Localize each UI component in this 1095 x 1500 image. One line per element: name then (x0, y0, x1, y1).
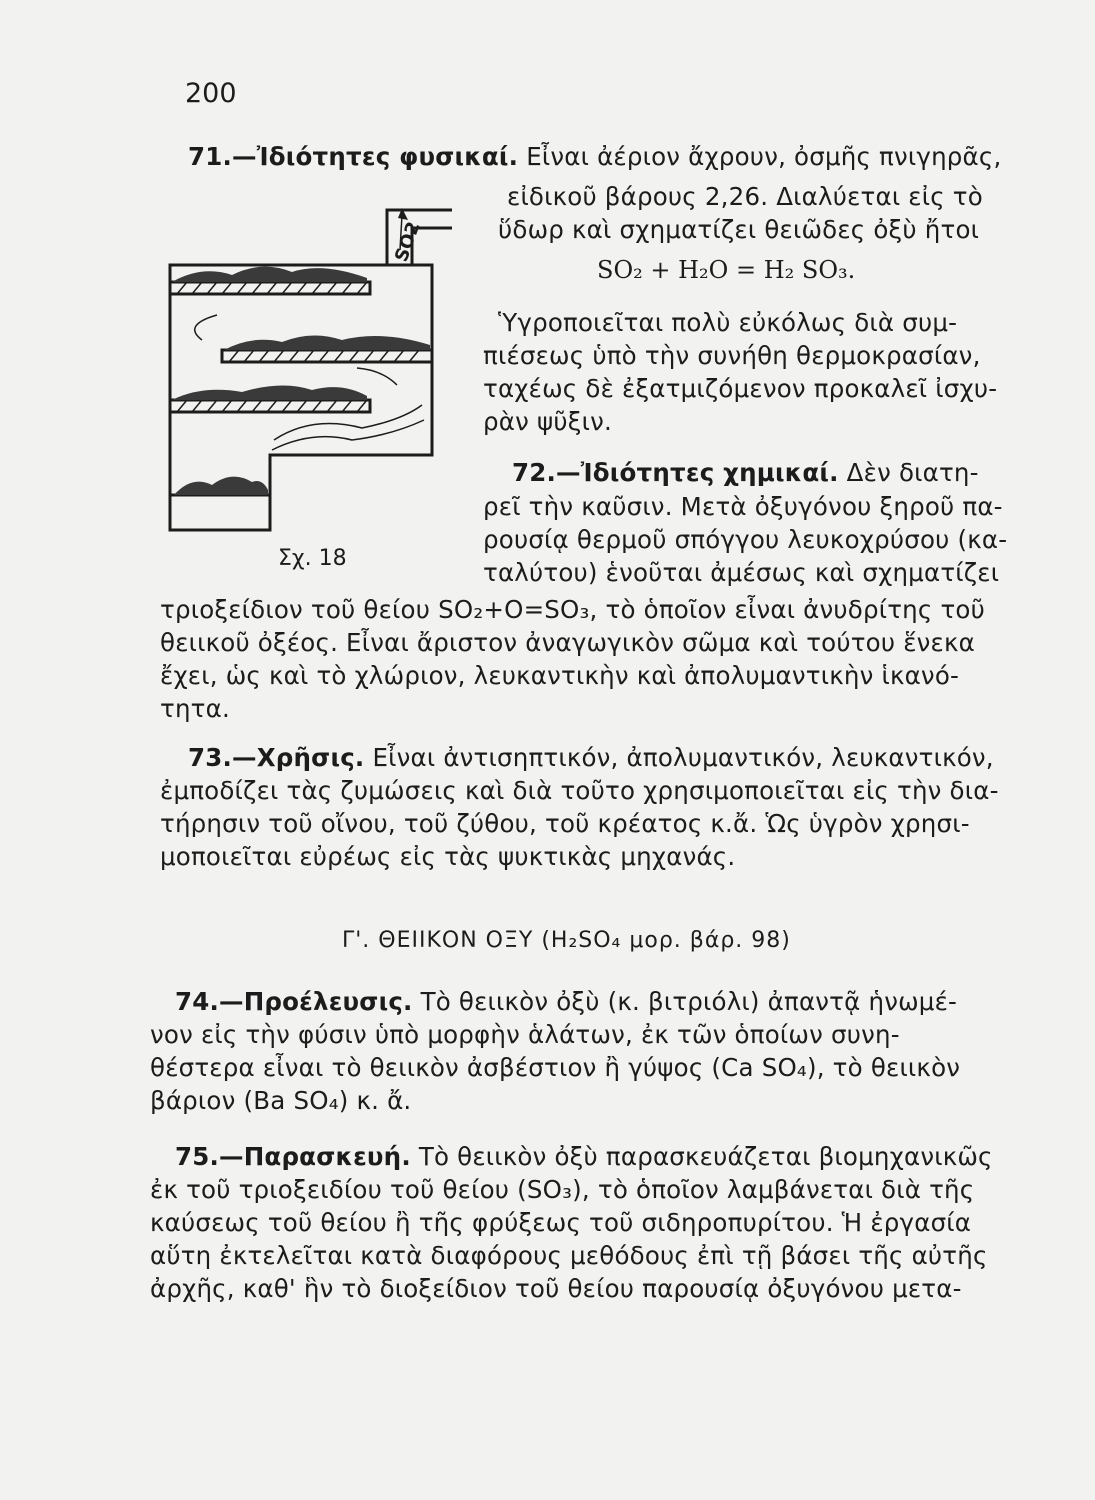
text-line: ρὰν ψῦξιν. (483, 407, 612, 436)
text-line: θειικοῦ ὀξέος. Εἶναι ἄριστον ἀναγωγικὸν σῶμα καὶ τούτου ἕνεκα (160, 628, 975, 657)
section-74-heading: 74.—Προέλευσις. (175, 987, 413, 1016)
text-line: αὕτη ἐκτελεῖται κατὰ διαφόρους μεθόδους ἐπὶ τῇ βάσει τῆς αὐτῆς (150, 1241, 988, 1270)
text-line: εἰδικοῦ βάρους 2,26. Διαλύεται εἰς τὸ (507, 182, 983, 211)
text-line: καύσεως τοῦ θείου ἢ τῆς φρύξεως τοῦ σιδηροπυρίτου. Ἡ ἐργασία (150, 1208, 972, 1237)
text-line: τήρησιν τοῦ οἴνου, τοῦ ζύθου, τοῦ κρέατος κ.ἄ. Ὡς ὑγρὸν χρησι- (160, 809, 970, 838)
text-line: βάριον (Ba SO₄) κ. ἄ. (150, 1086, 412, 1115)
text-line: ὕδωρ καὶ σχηματίζει θειῶδες ὀξὺ ἤτοι (498, 215, 980, 244)
text-line (188, 140, 1001, 174)
page-number: 200 (185, 78, 237, 109)
section-73-heading: 73.—Χρῆσις. (188, 743, 365, 772)
figure-caption: Σχ. 18 (278, 546, 347, 571)
section-71-heading: 71.—Ἰδιότητες φυσικαί. (188, 142, 519, 171)
text-line: πιέσεως ὑπὸ τὴν συνήθη θερμοκρασίαν, (483, 341, 981, 370)
text-line: Ὑγροποιεῖται πολὺ εὐκόλως διὰ συμ- (498, 308, 958, 337)
text-run: Εἶναι ἀέριον ἄχρουν, ὀσμῆς πνιγηρᾶς, (526, 142, 1002, 171)
section-heading: Γ'. ΘΕΙΙΚΟΝ ΟΞΥ (H₂SO₄ μορ. βάρ. 98) (342, 928, 791, 953)
text-run: Τὸ θειικὸν ὀξὺ (κ. βιτριόλι) ἀπαντᾷ ἡνωμέ- (420, 987, 958, 1016)
text-run: Τὸ θειικὸν ὀξὺ παρασκευάζεται βιομηχανικῶς (418, 1142, 993, 1171)
text-line: μοποιεῖται εὐρέως εἰς τὰς ψυκτικὰς μηχανάς. (160, 842, 736, 871)
text-line: θέστερα εἶναι τὸ θειικὸν ἀσβέστιον ἢ γύψος (Ca SO₄), τὸ θειικὸν (150, 1053, 961, 1082)
text-line: ἐκ τοῦ τριοξειδίου τοῦ θείου (SO₃), τὸ ὁποῖον λαμβάνεται διὰ τῆς (150, 1175, 975, 1204)
text-line (175, 985, 957, 1019)
text-line (175, 1140, 993, 1174)
text-line: ἔχει, ὡς καὶ τὸ χλώριον, λευκαντικὴν καὶ ἀπολυμαντικὴν ἱκανό- (160, 661, 960, 690)
section-72-heading: 72.—Ἰδιότητες χημικαί. (512, 458, 839, 487)
text-run: Εἶναι ἀντισηπτικόν, ἀπολυμαντικόν, λευκαντικόν, (372, 743, 994, 772)
so2-flow-label: SO2 (390, 219, 425, 265)
text-line: ταχέως δὲ ἐξατμιζόμενον προκαλεῖ ἰσχυ- (483, 374, 998, 403)
text-line (512, 456, 979, 490)
text-line: ρεῖ τὴν καῦσιν. Μετὰ ὀξυγόνου ξηροῦ πα- (483, 492, 1003, 521)
text-line: τητα. (160, 694, 230, 723)
text-line: τριοξείδιον τοῦ θείου SO₂+O=SO₃, τὸ ὁποῖον εἶναι ἀνυδρίτης τοῦ (160, 595, 985, 624)
chemical-equation: SO₂ + H₂O = H₂ SO₃. (597, 256, 856, 284)
section-75-heading: 75.—Παρασκευή. (175, 1142, 411, 1171)
text-run: Δὲν διατη- (846, 458, 979, 487)
text-line: ταλύτου) ἑνοῦται ἀμέσως καὶ σχηματίζει (483, 558, 1000, 587)
text-line: ἀρχῆς, καθ' ἣν τὸ διοξείδιον τοῦ θείου παρουσίᾳ ὀξυγόνου μετα- (150, 1274, 962, 1303)
text-line: νον εἰς τὴν φύσιν ὑπὸ μορφὴν ἁλάτων, ἐκ τῶν ὁποίων συνη- (150, 1020, 900, 1049)
text-line: ρουσίᾳ θερμοῦ σπόγγου λευκοχρύσου (κα- (483, 525, 1008, 554)
furnace-figure (162, 190, 452, 560)
text-line (188, 741, 994, 775)
text-line: ἐμποδίζει τὰς ζυμώσεις καὶ διὰ τοῦτο χρησιμοποιεῖται εἰς τὴν δια- (160, 776, 999, 805)
